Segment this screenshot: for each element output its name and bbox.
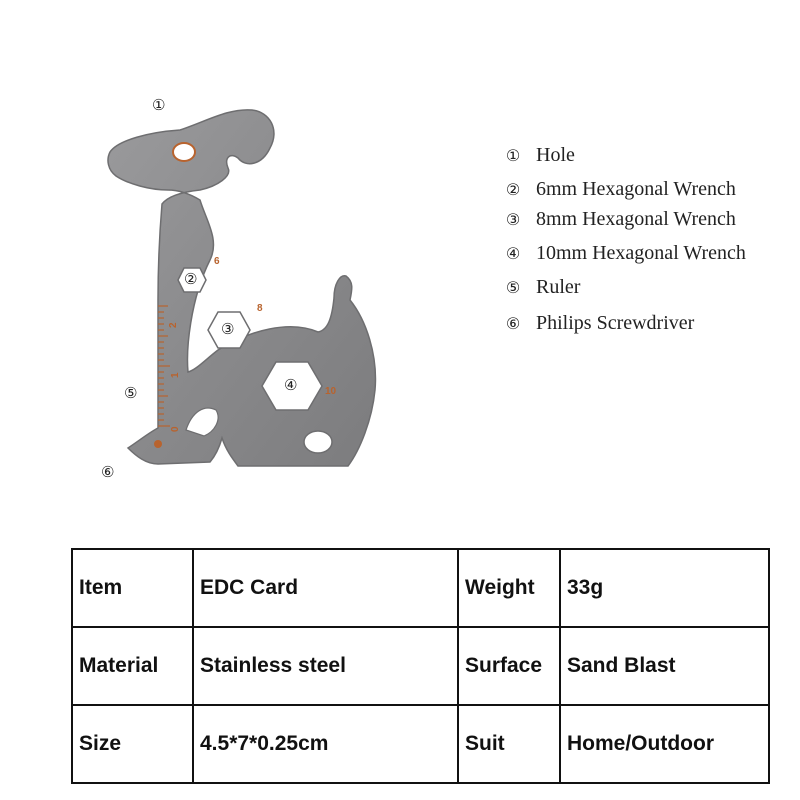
size-label-6: 6: [214, 256, 220, 267]
legend-label: 10mm Hexagonal Wrench: [536, 242, 746, 264]
spec-key: Size: [72, 705, 193, 783]
spec-key: Item: [72, 549, 193, 627]
legend-label: Hole: [536, 144, 575, 166]
table-row: [72, 627, 769, 705]
spec-value: Home/Outdoor: [560, 705, 769, 783]
callout-1: ①: [152, 96, 166, 114]
spec-value: EDC Card: [193, 549, 458, 627]
ruler-label-0: 0: [170, 426, 181, 432]
callout-2: ②: [184, 270, 198, 288]
callout-4: ④: [284, 376, 298, 394]
legend-label: Philips Screwdriver: [536, 312, 695, 334]
spec-key: Surface: [458, 627, 560, 705]
legend-number: ②: [505, 180, 521, 199]
spec-value: Sand Blast: [560, 627, 769, 705]
legend-number: ⑤: [505, 278, 521, 297]
ruler-label-1: 1: [170, 372, 181, 378]
spec-key: Weight: [458, 549, 560, 627]
legend-number: ⑥: [505, 314, 521, 333]
ruler-label-2: 2: [168, 322, 179, 328]
legend-item-10mm-wrench: [502, 242, 746, 265]
bottom-hole: [304, 431, 332, 453]
legend-number: ④: [505, 244, 521, 263]
table-row: [72, 549, 769, 627]
spec-value: 33g: [560, 549, 769, 627]
size-label-8: 8: [257, 303, 263, 314]
hole: [173, 143, 195, 161]
spec-value: Stainless steel: [193, 627, 458, 705]
spec-key: Material: [72, 627, 193, 705]
spec-key: Suit: [458, 705, 560, 783]
table-row: [72, 705, 769, 783]
spec-value: 4.5*7*0.25cm: [193, 705, 458, 783]
legend-label: Ruler: [536, 276, 581, 298]
legend-item-6mm-wrench: [502, 178, 736, 201]
screwdriver-tip-mark: [154, 440, 162, 448]
callout-5: ⑤: [124, 384, 138, 402]
dog-card-body: [108, 110, 375, 466]
legend-label: 8mm Hexagonal Wrench: [536, 208, 736, 230]
legend-label: 6mm Hexagonal Wrench: [536, 178, 736, 200]
legend-number: ③: [505, 210, 521, 229]
callout-3: ③: [221, 320, 235, 338]
callout-6: ⑥: [101, 463, 115, 481]
legend-item-ruler: [502, 276, 580, 299]
size-label-10: 10: [325, 386, 337, 397]
legend-item-8mm-wrench: [502, 208, 736, 231]
legend-item-screwdriver: [502, 312, 694, 335]
legend-number: ①: [505, 146, 521, 165]
spec-table: [71, 548, 770, 784]
legend-item-hole: [502, 144, 575, 167]
